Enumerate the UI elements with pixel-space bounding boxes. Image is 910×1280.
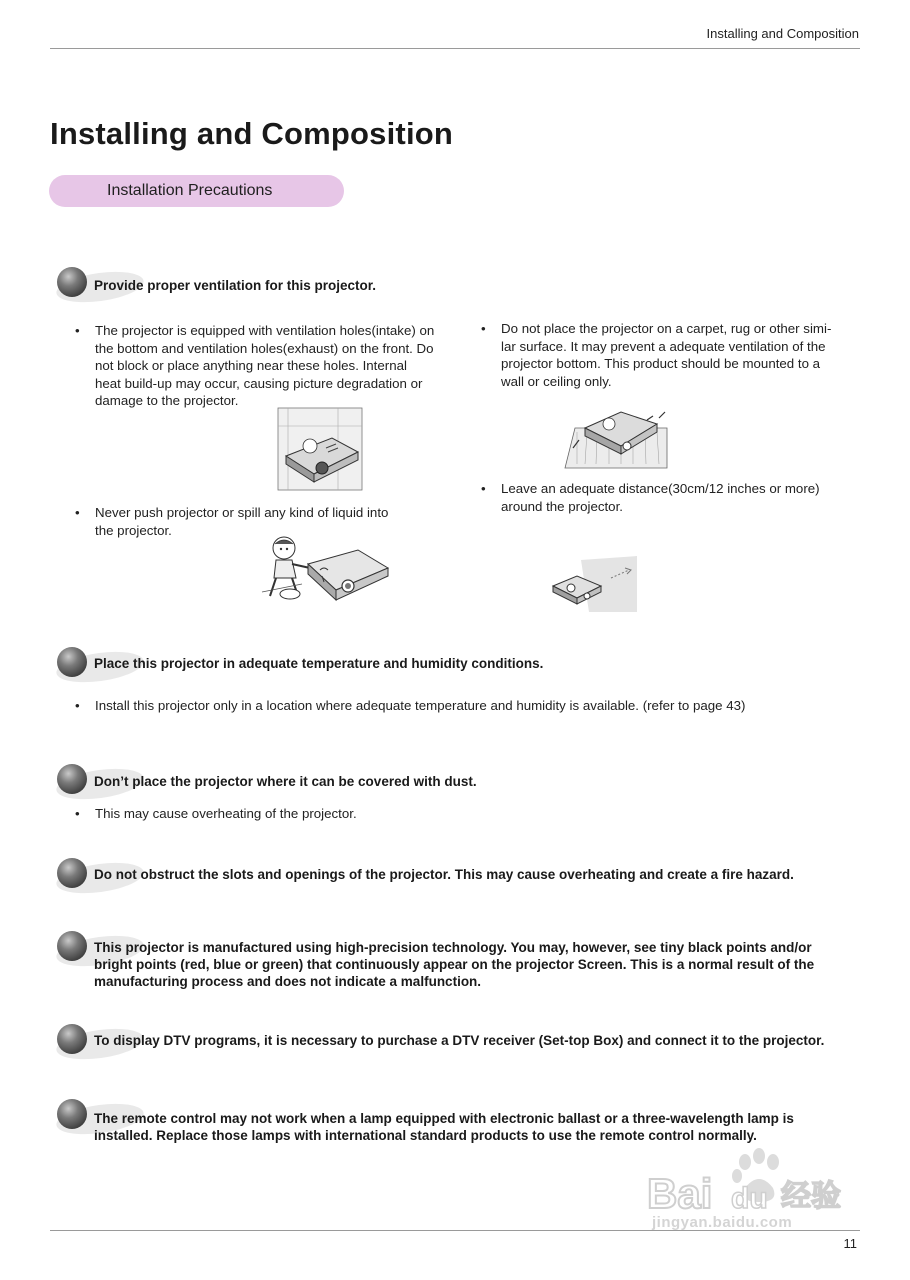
svg-text:经验: 经验 — [781, 1179, 841, 1214]
precaution-heading: To display DTV programs, it is necessary to purchase a DTV receiver (Set-top Box) and connect it to the projector. — [94, 1033, 825, 1048]
item-line: lar surface. It may prevent a adequate ventilation of the — [501, 338, 826, 354]
bullet-dot: • — [75, 505, 80, 520]
bullet-dot: • — [75, 323, 80, 338]
bullet-dot: • — [481, 481, 486, 496]
item-line: wall or ceiling only. — [501, 373, 612, 389]
projector-distance-illustration — [549, 556, 641, 614]
bullet-dot: • — [75, 698, 80, 713]
item-line: the bottom and ventilation holes(exhaust) on the front. Do — [95, 340, 434, 356]
item-line: around the projector. — [501, 498, 623, 514]
item-line: projector bottom. This product should be mounted to a — [501, 356, 821, 371]
page-number: 11 — [843, 1236, 857, 1251]
header-rule — [50, 48, 860, 49]
item-line: The projector is equipped with ventilation holes(intake) on — [95, 323, 435, 338]
bullet-dot: • — [481, 321, 486, 336]
bullet-dot: • — [75, 806, 80, 821]
page-title: Installing and Composition — [50, 116, 454, 151]
heading-line: This projector is manufactured using high-precision technology. You may, however, see tiny black points and/or — [94, 940, 812, 955]
item-line: Install this projector only in a location where adequate temperature and humidity is available. (refer to page 43) — [95, 698, 746, 713]
precaution-heading: Do not obstruct the slots and openings of the projector. This may cause overheating and create a fire hazard. — [94, 867, 794, 882]
footer-rule — [50, 1230, 860, 1231]
precaution-heading — [94, 1110, 874, 1144]
child-pushing-projector-illustration — [262, 534, 392, 610]
item-line: Never push projector or spill any kind of liquid into — [95, 505, 389, 520]
heading-line: manufacturing process and does not indicate a malfunction. — [94, 974, 482, 989]
projector-carpet-illustration — [563, 408, 671, 468]
precaution-heading: Place this projector in adequate temperature and humidity conditions. — [94, 656, 544, 671]
baidu-watermark-logo — [645, 1140, 860, 1250]
item-line: heat build-up may occur, causing picture degradation or — [95, 375, 423, 391]
item-line: damage to the projector. — [95, 393, 239, 408]
list-item — [75, 805, 865, 825]
list-item — [481, 320, 871, 395]
heading-line: bright points (red, blue or green) that continuously appear on the projector Screen. This is a normal result of the — [94, 957, 815, 972]
precaution-heading — [94, 939, 874, 990]
list-item — [481, 480, 871, 520]
item-line: Do not place the projector on a carpet, rug or other simi- — [501, 321, 832, 336]
heading-line: The remote control may not work when a lamp equipped with electronic ballast or a three-wavelength lamp is — [94, 1111, 794, 1126]
item-line: not block or place anything near these holes. Internal — [95, 358, 407, 373]
svg-text:Bai: Bai — [647, 1170, 713, 1217]
section-pill — [49, 175, 344, 207]
precaution-heading: Provide proper ventilation for this projector. — [94, 278, 377, 293]
watermark-url: jingyan.baidu.com — [652, 1214, 793, 1231]
running-header: Installing and Composition — [706, 26, 859, 41]
item-line: This may cause overheating of the projector. — [95, 806, 357, 821]
projector-wall-illustration — [278, 408, 364, 492]
list-item — [75, 322, 465, 412]
list-item — [75, 697, 865, 717]
section-label: Installation Precautions — [107, 182, 273, 199]
item-line: the projector. — [95, 522, 172, 538]
item-line: Leave an adequate distance(30cm/12 inches or more) — [501, 481, 820, 496]
svg-text:du: du — [731, 1182, 768, 1215]
heading-line: installed. Replace those lamps with international standard products to use the remote control normally. — [94, 1128, 757, 1143]
precaution-heading: Don’t place the projector where it can be covered with dust. — [94, 774, 477, 789]
